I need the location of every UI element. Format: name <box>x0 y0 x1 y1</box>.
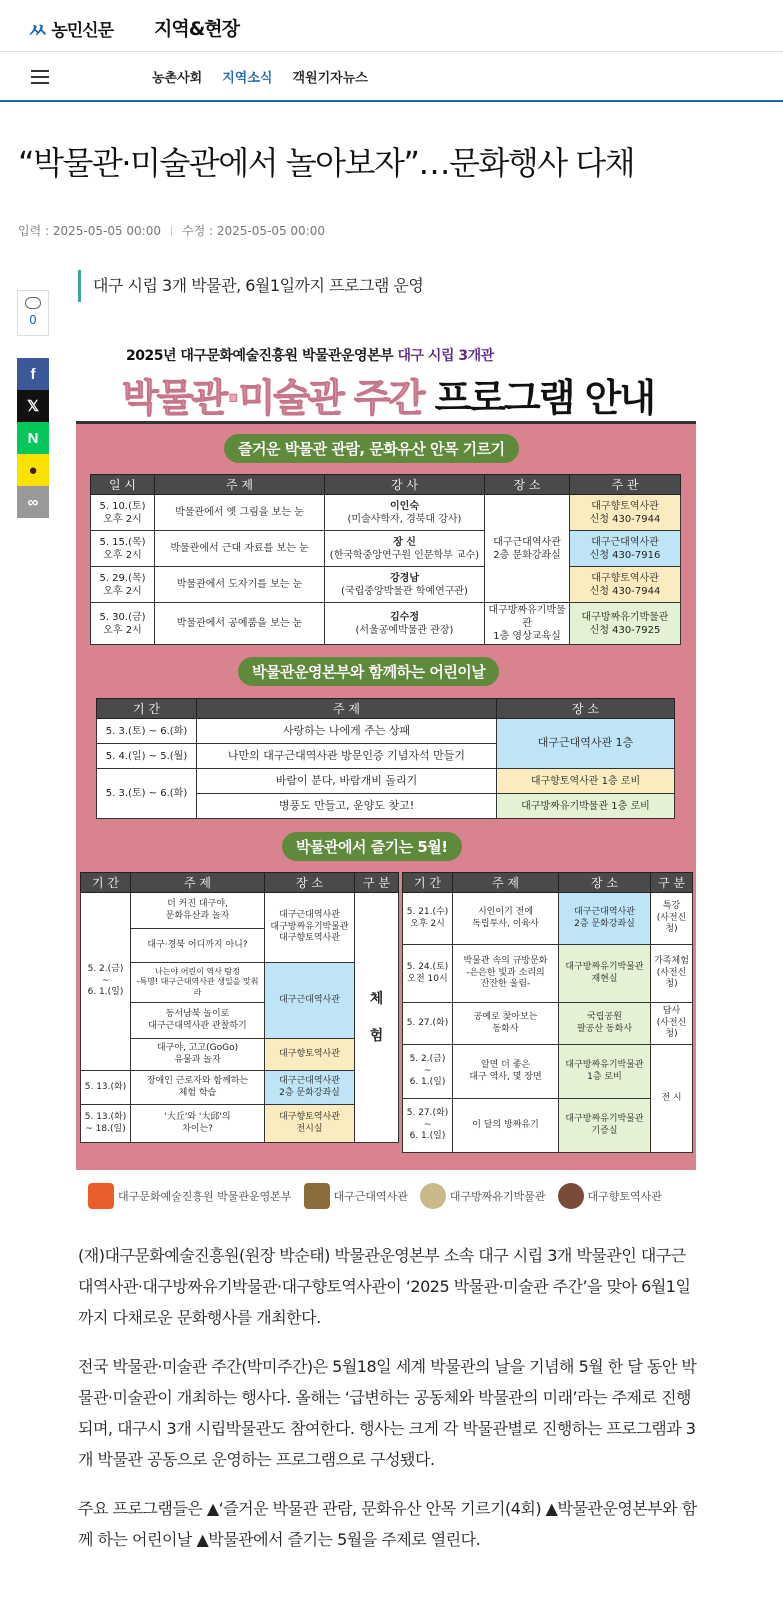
cell-topic: 시인이기 전에 독립투사, 이육사 <box>453 893 559 945</box>
building-logo-icon <box>304 1183 330 1209</box>
cell-place: 대구방짜유기박물관 1층 로비 <box>497 794 675 819</box>
section-pill-childrens-day: 박물관운영본부와 함께하는 어린이날 <box>238 657 499 686</box>
may-table-right <box>402 872 693 1153</box>
article-dates <box>18 222 325 239</box>
article-title: “박물관·미술관에서 놀아보자”…문화행사 다채 <box>18 144 635 182</box>
col-header: 기 간 <box>81 873 131 893</box>
poster-sub-prefix: 2025년 대구문화예술진흥원 박물관운영본부 <box>126 348 394 364</box>
cell-topic: 나만의 대구근대역사관 방문인증 기념자석 만들기 <box>197 744 497 769</box>
speaker-affil: (서울공예박물관 관장) <box>355 624 454 636</box>
cell-topic: 사랑하는 나에게 주는 상패 <box>197 719 497 744</box>
logo-label: 대구근대역사관 <box>333 1190 408 1203</box>
cell-period: 5. 24.(토) 오전 10시 <box>403 945 453 1003</box>
speaker-name: 장 신 <box>393 536 416 548</box>
lecture-table <box>90 474 681 645</box>
logo-cultural-foundation <box>88 1183 292 1209</box>
cell-place: 대구근대역사관 대구방짜유기박물관 대구향토역사관 <box>265 893 355 963</box>
nav-item-rural[interactable]: 농촌사회 <box>152 71 203 86</box>
logo-modern-history <box>304 1183 408 1209</box>
speaker-affil: (한국학중앙연구원 인문학부 교수) <box>329 549 480 561</box>
col-header: 주 제 <box>131 873 265 893</box>
cell-place: 대구방짜유기박물관 재현실 <box>559 945 651 1003</box>
bowl-logo-icon <box>420 1183 446 1209</box>
cell-period: 5. 27.(화) ~ 6. 1.(일) <box>403 1099 453 1153</box>
cell-place: 대구근대역사관 2층 문화강좌실 <box>559 893 651 945</box>
cell-place: 대구향토역사관 1층 로비 <box>497 769 675 794</box>
speaker-affil: (국립중앙박물관 학예연구관) <box>341 585 468 597</box>
cell-org: 대구근대역사관 신청 430-7916 <box>570 531 681 567</box>
logo-local-history <box>558 1183 662 1209</box>
article-subhead: 대구 시립 3개 박물관, 6월1일까지 프로그램 운영 <box>78 270 423 302</box>
cell-org: 대구향토역사관 신청 430-7944 <box>570 567 681 603</box>
cell-period: 5. 4.(일) ~ 5.(월) <box>97 744 197 769</box>
cell-kind: 답사 (사전신청) <box>651 1003 693 1045</box>
cell-topic: 박물관에서 도자기를 보는 눈 <box>155 567 325 603</box>
logo-label: 대구문화예술진흥원 박물관운영본부 <box>118 1190 292 1203</box>
cell-period: 5. 2.(금) ~ 6. 1.(일) <box>81 893 131 1071</box>
nav-item-guest-reporter[interactable]: 객원기자뉴스 <box>292 71 368 86</box>
cell-speaker <box>325 567 485 603</box>
link-copy-icon[interactable]: ∞ <box>17 486 49 518</box>
cell-topic: 공예로 찾아보는 동화사 <box>453 1003 559 1045</box>
col-header: 주 제 <box>197 699 497 719</box>
cell-topic: 알면 더 좋은 대구 역사, 몇 장면 <box>453 1045 559 1099</box>
cell-period: 5. 27.(화) <box>403 1003 453 1045</box>
col-header: 장 소 <box>497 699 675 719</box>
poster-title <box>122 367 654 422</box>
cell-kind: 전 시 <box>651 1045 693 1153</box>
paragraph: 전국 박물관·미술관 주간(박미주간)은 5월18일 세계 박물관의 날을 기념해 5월 한 달 동안 박물관·미술관이 개최하는 행사다. 올해는 ‘급변하는 공동체와 박물관의 미래’라는 주제로 진행되며, 대구시 3개 시립박물관도 참여한다. 행사는 크게 각 박물관별로 진행하는 프로그램과 3개 박물관 공동으로 운영하는 프로그램으로 구성됐다. <box>78 1357 697 1469</box>
comment-count: 0 <box>29 313 37 327</box>
speaker-name: 김수정 <box>390 611 419 623</box>
cell-place: 국립공원 팔공산 동화사 <box>559 1003 651 1045</box>
cell-date: 5. 15.(목) 오후 2시 <box>91 531 155 567</box>
sub-nav <box>0 52 783 102</box>
cell-date: 5. 30.(금) 오후 2시 <box>91 603 155 645</box>
cell-place: 대구방짜유기박물관 1층 영상교육실 <box>485 603 570 645</box>
cell-topic: 더 커진 대구야, 문화유산과 놀자 <box>131 893 265 929</box>
col-header: 장 소 <box>485 475 570 495</box>
logo-label: 대구향토역사관 <box>587 1190 662 1203</box>
event-poster <box>76 335 696 1170</box>
facebook-share-icon[interactable]: f <box>17 358 49 390</box>
cell-period: 5. 21.(수) 오후 2시 <box>403 893 453 945</box>
x-share-icon[interactable]: 𝕏 <box>17 390 49 422</box>
poster-subtitle <box>126 345 494 365</box>
cell-place: 대구근대역사관 2층 문화강좌실 <box>265 1071 355 1105</box>
cell-place: 대구근대역사관 2층 문화강좌실 <box>485 495 570 603</box>
may-table-left <box>80 872 399 1143</box>
cell-topic: 동서남북 놀이로 대구근대역사관 관찰하기 <box>131 1003 265 1039</box>
cell-topic: 대구야, 고고(GoGo) 유물과 놀자 <box>131 1039 265 1071</box>
cell-topic: 대구·경북 어디까지 아니? <box>131 929 265 963</box>
col-header: 일 시 <box>91 475 155 495</box>
cell-period: 5. 2.(금) ~ 6. 1.(일) <box>403 1045 453 1099</box>
cell-place: 대구근대역사관 <box>265 963 355 1039</box>
paragraph: 주요 프로그램들은 ▲‘즐거운 박물관 관람, 문화유산 안목 기르기(4회) ▲박물관운영본부와 함께 하는 어린이날 ▲박물관에서 즐기는 5월을 주제로 열린다. <box>78 1499 697 1549</box>
comment-icon <box>25 297 41 309</box>
logo-bangja <box>420 1183 546 1209</box>
section-pill-may: 박물관에서 즐기는 5월! <box>282 832 462 861</box>
cell-topic: 박물관에서 옛 그림을 보는 눈 <box>155 495 325 531</box>
cell-place: 대구향토역사관 <box>265 1039 355 1071</box>
col-header: 기 간 <box>97 699 197 719</box>
cell-topic: 이 달의 방짜유기 <box>453 1099 559 1153</box>
col-header: 강 사 <box>325 475 485 495</box>
cell-kind: 가족체험 (사전신청) <box>651 945 693 1003</box>
cell-date: 5. 29.(목) 오후 2시 <box>91 567 155 603</box>
edit-date: 수정 : 2025-05-05 00:00 <box>182 224 325 238</box>
logo-text: 농민신문 <box>51 21 114 41</box>
poster-body <box>76 421 696 1170</box>
foundation-logo-icon <box>88 1183 114 1209</box>
poster-title-dark: 프로그램 안내 <box>434 376 655 420</box>
partner-logos <box>88 1178 698 1214</box>
seal-logo-icon <box>558 1183 584 1209</box>
site-header <box>0 0 783 52</box>
cell-speaker <box>325 495 485 531</box>
cell-speaker <box>325 531 485 567</box>
cell-topic: 나는야 어린이 역사 탐정 -특명! 대구근대역사관 생일을 맞춰라 <box>131 963 265 1003</box>
comment-button[interactable] <box>17 290 49 336</box>
cell-topic: 바람이 분다, 바람개비 돌리기 <box>197 769 497 794</box>
cell-place: 대구향토역사관 전시실 <box>265 1105 355 1143</box>
cell-place: 대구방짜유기박물관 1층 로비 <box>559 1045 651 1099</box>
cell-speaker <box>325 603 485 645</box>
cell-topic: 장애인 근로자와 함께하는 체험 학습 <box>131 1071 265 1105</box>
cell-topic: 박물관에서 근대 자료를 보는 눈 <box>155 531 325 567</box>
cell-kind: 특강 (사전신청) <box>651 893 693 945</box>
share-bar <box>17 290 49 518</box>
cell-topic: 박물관 속의 규방문화 -은은한 빛과 소리의 잔잔한 울림- <box>453 945 559 1003</box>
col-header: 주 관 <box>570 475 681 495</box>
col-header: 기 간 <box>403 873 453 893</box>
section-title[interactable]: 지역&현장 <box>154 18 239 40</box>
cell-org: 대구방짜유기박물관 신청 430-7925 <box>570 603 681 645</box>
cell-period: 5. 13.(화) ~ 18.(일) <box>81 1105 131 1143</box>
childrens-day-table <box>96 698 675 819</box>
cell-place: 대구방짜유기박물관 기증실 <box>559 1099 651 1153</box>
poster-title-pink: 박물관·미술관 주간 <box>122 376 424 420</box>
cell-period: 5. 3.(토) ~ 6.(화) <box>97 769 197 819</box>
cell-period: 5. 13.(화) <box>81 1071 131 1105</box>
speaker-affil: (미술사학자, 경북대 강사) <box>347 513 462 525</box>
cell-date: 5. 10.(토) 오후 2시 <box>91 495 155 531</box>
col-header: 주 제 <box>155 475 325 495</box>
col-header: 장 소 <box>559 873 651 893</box>
cell-org: 대구향토역사관 신청 430-7944 <box>570 495 681 531</box>
col-header: 구 분 <box>355 873 399 893</box>
logo-icon: ㅆ <box>28 20 48 42</box>
menu-icon[interactable] <box>31 70 49 84</box>
cell-period: 5. 3.(토) ~ 6.(화) <box>97 719 197 744</box>
cell-kind: 체 험 <box>355 893 399 1143</box>
site-logo[interactable] <box>28 14 113 43</box>
poster-sub-highlight: 대구 시립 3개관 <box>397 348 494 364</box>
paragraph: (재)대구문화예술진흥원(원장 박순태) 박물관운영본부 소속 대구 시립 3개 박물관인 대구근대역사관·대구방짜유기박물관·대구향토역사관이 ‘2025 박물관·미술관 주간’을 맞아 6월1일까지 다채로운 문화행사를 개최한다. <box>78 1246 691 1327</box>
speaker-name: 이인숙 <box>390 500 419 512</box>
speaker-name: 강경남 <box>390 572 419 584</box>
naver-share-icon[interactable]: N <box>17 422 49 454</box>
input-date: 입력 : 2025-05-05 00:00 <box>18 224 161 238</box>
col-header: 장 소 <box>265 873 355 893</box>
col-header: 주 제 <box>453 873 559 893</box>
cell-topic: 병풍도 만들고, 운양도 찾고! <box>197 794 497 819</box>
kakao-share-icon[interactable]: ● <box>17 454 49 486</box>
section-pill-lectures: 즐거운 박물관 관람, 문화유산 안목 기르기 <box>224 434 519 463</box>
cell-topic: 박물관에서 공예품을 보는 눈 <box>155 603 325 645</box>
nav-item-local-news[interactable]: 지역소식 <box>222 71 273 86</box>
cell-place: 대구근대역사관 1층 <box>497 719 675 769</box>
logo-label: 대구방짜유기박물관 <box>449 1190 546 1203</box>
cell-topic: '大丘'와 '大邱'의 차이는? <box>131 1105 265 1143</box>
col-header: 구 분 <box>651 873 693 893</box>
article-body <box>78 1240 698 1573</box>
